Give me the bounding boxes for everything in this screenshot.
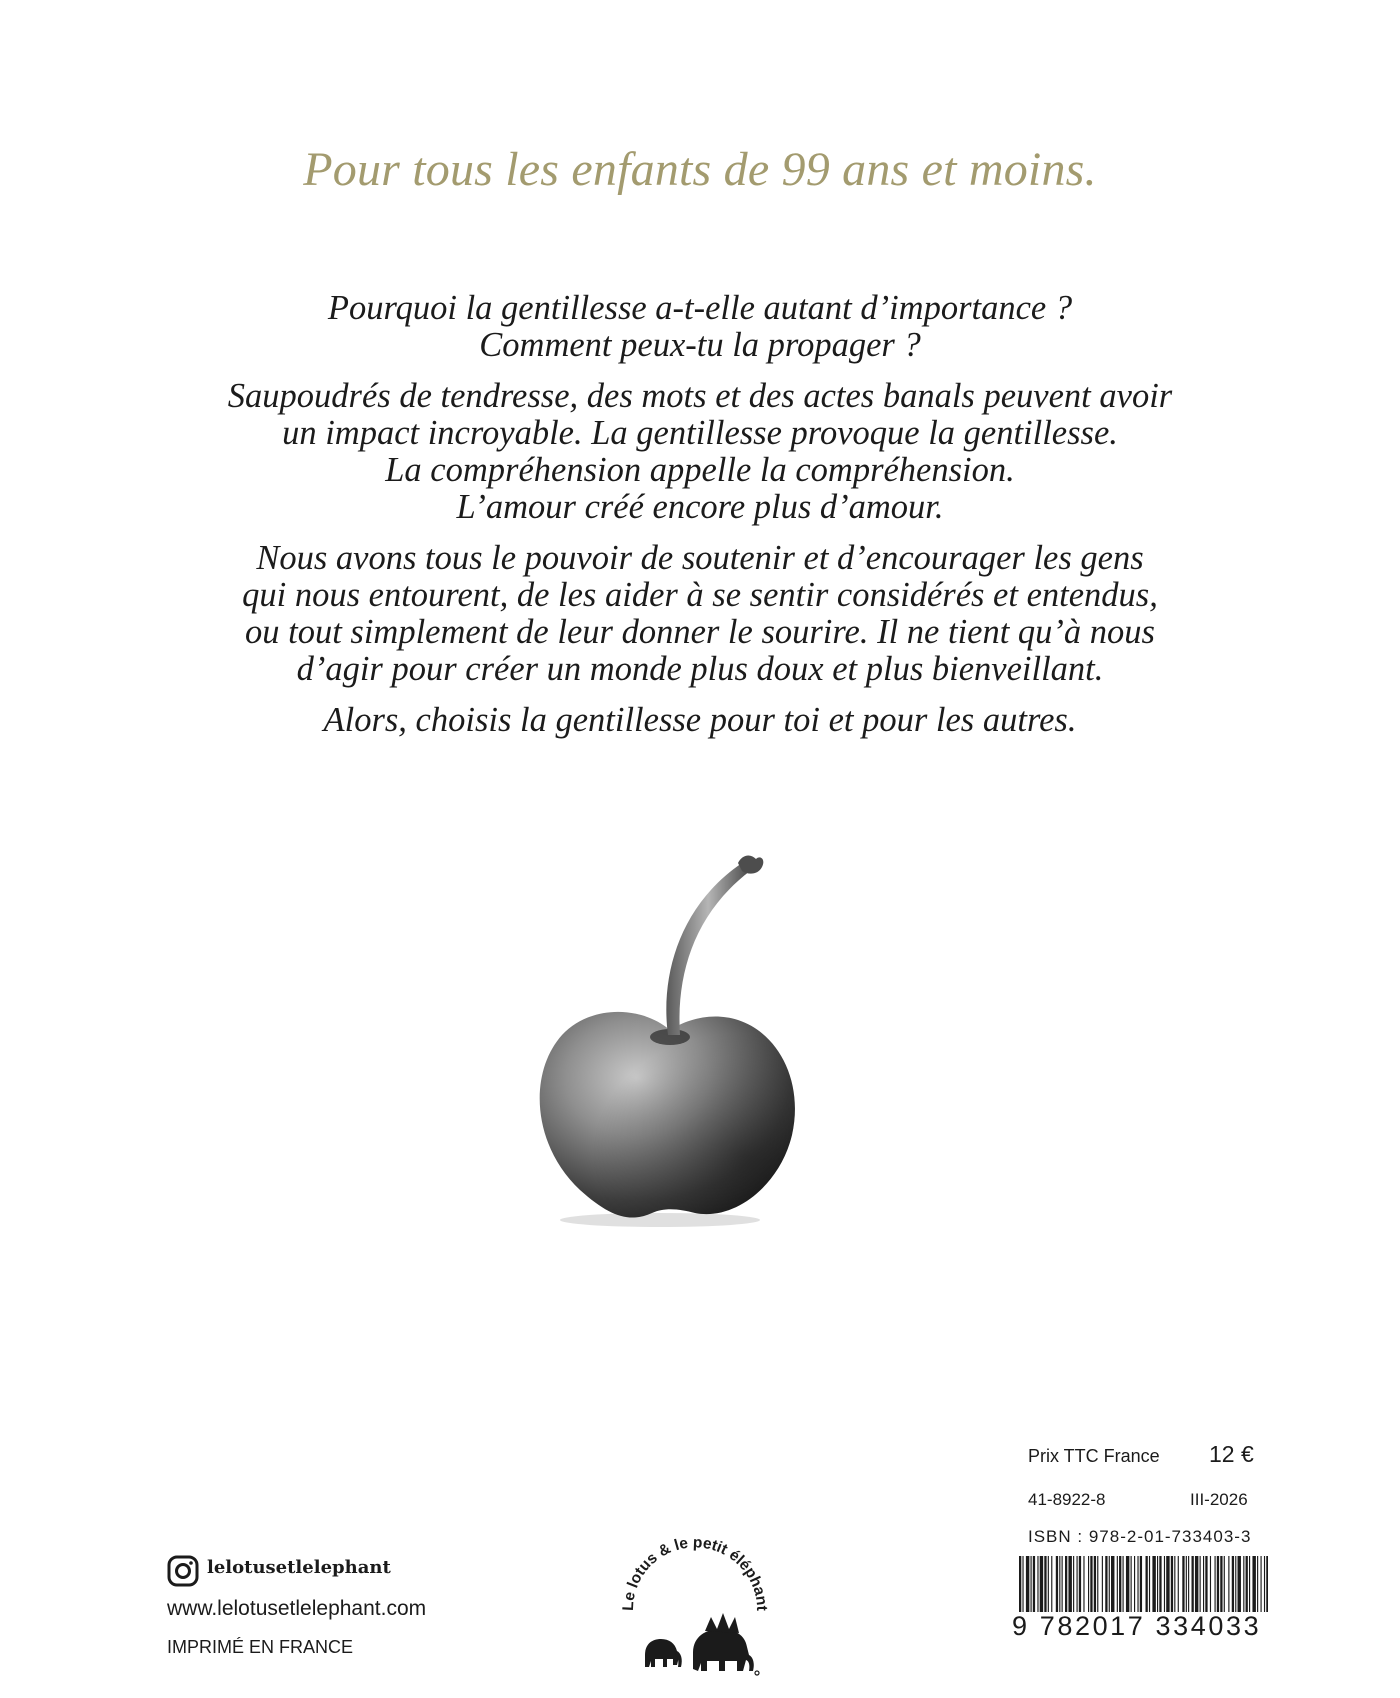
publisher-logo-text: Le lotus & le petit éléphant: [619, 1534, 771, 1612]
barcode-bar: [1134, 1556, 1135, 1612]
barcode-bar: [1140, 1556, 1142, 1612]
blurb-line: d’agir pour créer un monde plus doux et plus bienveillant.: [296, 650, 1104, 688]
blurb-line: ou tout simplement de leur donner le sourire. Il ne tient qu’à nous: [245, 613, 1155, 651]
barcode-bar: [1164, 1556, 1165, 1612]
barcode-bar: [1083, 1556, 1084, 1612]
barcode-bar: [1195, 1556, 1198, 1612]
barcode-bar: [1137, 1556, 1138, 1612]
barcode: [1018, 1556, 1268, 1612]
barcode-bar: [1123, 1556, 1124, 1612]
barcode-bar: [1266, 1556, 1268, 1612]
barcode-bar: [1105, 1556, 1107, 1612]
instagram-handle[interactable]: lelotusetlelephant: [207, 1557, 391, 1578]
barcode-bar: [1166, 1556, 1169, 1612]
barcode-bar: [1022, 1556, 1023, 1612]
barcode-bar: [1051, 1556, 1052, 1612]
blurb-paragraph-1: [100, 290, 1300, 364]
barcode-bar: [1097, 1556, 1098, 1612]
barcode-bar: [1186, 1556, 1187, 1612]
blurb-paragraph-3: [100, 540, 1300, 688]
blurb-paragraph-2: [100, 378, 1300, 526]
svg-text:Le lotus & le petit éléphant: [620, 1534, 770, 1611]
barcode-bar: [1224, 1556, 1225, 1612]
price-value: 12 €: [1209, 1441, 1254, 1467]
barcode-bar: [1235, 1556, 1236, 1612]
barcode-bar: [1102, 1556, 1103, 1612]
blurb-line: La compréhension appelle la compréhension.: [385, 451, 1015, 489]
barcode-bar: [1182, 1556, 1184, 1612]
blurb-line: Nous avons tous le pouvoir de soutenir et d’encourager les gens: [256, 539, 1144, 577]
barcode-bar: [1040, 1556, 1043, 1612]
barcode-bar: [1109, 1556, 1110, 1612]
barcode-bar: [1210, 1556, 1211, 1612]
price-label: Prix TTC France: [1028, 1446, 1160, 1466]
barcode-bar: [1026, 1556, 1029, 1612]
barcode-bar: [1217, 1556, 1219, 1612]
barcode-bar: [1264, 1556, 1265, 1612]
back-cover-blurb: [100, 290, 1300, 753]
barcode-bar: [1146, 1556, 1148, 1612]
barcode-bar: [1073, 1556, 1074, 1612]
barcode-bar: [1203, 1556, 1204, 1612]
barcode-bar: [1249, 1556, 1250, 1612]
barcode-bar: [1079, 1556, 1081, 1612]
barcode-bar: [1228, 1556, 1229, 1612]
barcode-bar: [1037, 1556, 1038, 1612]
barcode-bar: [1205, 1556, 1207, 1612]
barcode-bar: [1174, 1556, 1175, 1612]
barcode-bar: [1159, 1556, 1161, 1612]
barcode-bar: [1192, 1556, 1194, 1612]
edition-code: III-2026: [1190, 1490, 1248, 1509]
printed-in-label: IMPRIMÉ EN FRANCE: [167, 1637, 354, 1657]
barcode-bar: [1126, 1556, 1129, 1612]
elephant-logo-icon: [645, 1613, 759, 1675]
barcode-bar: [1152, 1556, 1155, 1612]
blurb-line: Alors, choisis la gentillesse pour toi et pour les autres.: [323, 701, 1077, 739]
blurb-line: L’amour créé encore plus d’amour.: [456, 488, 944, 526]
website-link[interactable]: www.lelotusetlelephant.com: [167, 1597, 427, 1620]
barcode-bar: [1157, 1556, 1158, 1612]
barcode-bar: [1065, 1556, 1067, 1612]
barcode-bar: [1090, 1556, 1092, 1612]
blurb-line: Pourquoi la gentillesse a-t-elle autant d’importance ?: [327, 289, 1073, 327]
barcode-bar: [1059, 1556, 1060, 1612]
barcode-bar: [1056, 1556, 1058, 1612]
barcode-digits: 9 782017 334033: [1012, 1611, 1262, 1641]
barcode-bar: [1220, 1556, 1222, 1612]
barcode-bar: [1111, 1556, 1114, 1612]
barcode-bar: [1068, 1556, 1071, 1612]
barcode-bar: [1215, 1556, 1216, 1612]
blurb-line: Saupoudrés de tendresse, des mots et des actes banals peuvent avoir: [227, 377, 1173, 415]
cherry-illustration: [520, 855, 820, 1235]
barcode-bar: [1257, 1556, 1258, 1612]
barcode-bar: [1178, 1556, 1179, 1612]
barcode-bar: [1232, 1556, 1234, 1612]
barcode-bar: [1044, 1556, 1046, 1612]
barcode-bar: [1088, 1556, 1089, 1612]
barcode-bar: [1261, 1556, 1262, 1612]
barcode-bar: [1188, 1556, 1189, 1612]
instagram-icon[interactable]: [167, 1555, 199, 1587]
barcode-bar: [1094, 1556, 1096, 1612]
barcode-bar: [1077, 1556, 1078, 1612]
barcode-bar: [1048, 1556, 1049, 1612]
barcode-bar: [1062, 1556, 1063, 1612]
barcode-bar: [1119, 1556, 1121, 1612]
reference-code: 41-8922-8: [1028, 1490, 1106, 1509]
barcode-bar: [1131, 1556, 1132, 1612]
blurb-line: Comment peux-tu la propager ?: [479, 326, 921, 364]
publisher-logo: [605, 1505, 785, 1685]
barcode-bar: [1019, 1556, 1021, 1612]
barcode-bar: [1200, 1556, 1201, 1612]
isbn-number: ISBN : 978-2-01-733403-3: [1028, 1527, 1252, 1546]
blurb-line: un impact incroyable. La gentillesse provoque la gentillesse.: [282, 414, 1118, 452]
blurb-line: qui nous entourent, de les aider à se sentir considérés et entendus,: [242, 576, 1158, 614]
barcode-bar: [1149, 1556, 1150, 1612]
barcode-bar: [1033, 1556, 1035, 1612]
barcode-bar: [1031, 1556, 1032, 1612]
barcode-bar: [1117, 1556, 1118, 1612]
tagline: Pour tous les enfants de 99 ans et moins.: [303, 143, 1097, 196]
blurb-paragraph-4: [100, 702, 1300, 739]
barcode-bar: [1171, 1556, 1173, 1612]
barcode-bar: [1246, 1556, 1248, 1612]
barcode-bar: [1252, 1556, 1255, 1612]
barcode-bar: [1243, 1556, 1244, 1612]
barcode-bar: [1238, 1556, 1241, 1612]
